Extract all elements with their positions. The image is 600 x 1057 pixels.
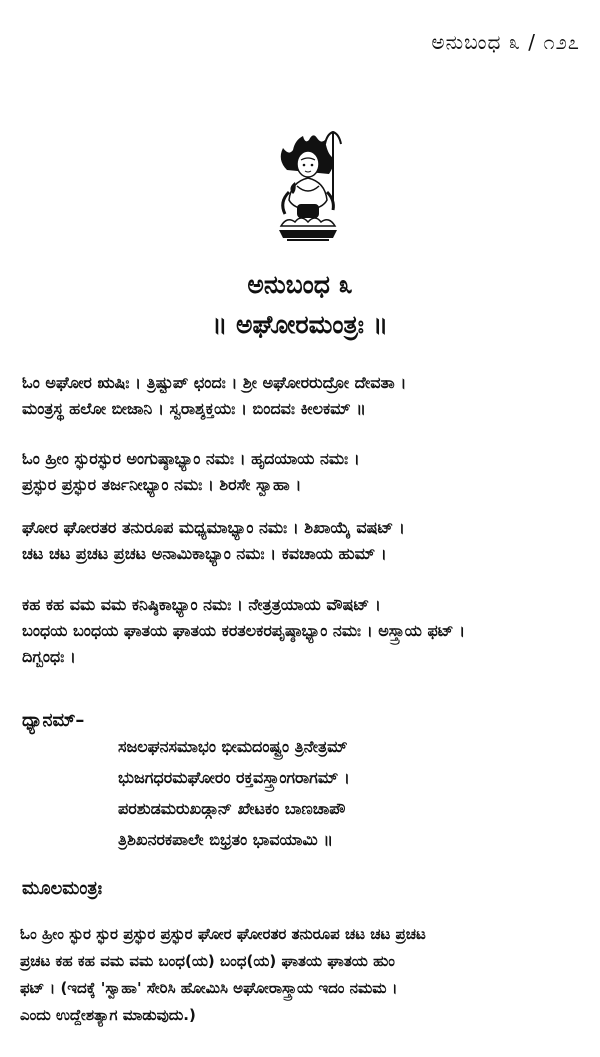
mula-mantra-text	[20, 921, 595, 1029]
text-line: ಫಟ್ । (ಇದಕ್ಕೆ 'ಸ್ವಾಹಾ' ಸೇರಿಸಿ ಹೋಮಿಸಿ ಅಘೋರಾಸ್ತ್ರಾಯ ಇದಂ ನಮಮ ।	[20, 979, 398, 997]
verse-line: ಸಜಲಘನಸಮಾಭಂ ಭೀಮದಂಷ್ಟ್ರಂ ತ್ರಿನೇತ್ರಮ್	[118, 737, 348, 756]
mantra-title: ॥ ಅಘೋರಮಂತ್ರಃ ॥	[212, 310, 388, 339]
text-line: ಓಂ ಹ್ರೀಂ ಸ್ಫುರಸ್ಫುರ ಅಂಗುಷ್ಠಾಭ್ಯಾಂ ನಮಃ । ಹೃದಯಾಯ ನಮಃ ।	[22, 449, 360, 468]
paragraph-nyasa-3	[22, 592, 592, 670]
page-reference: ಅನುಬಂಧ ೩ / ೧೨೭	[431, 30, 580, 54]
text-line: ಪ್ರಚಟ ಕಹ ಕಹ ವಮ ವಮ ಬಂಧ(ಯ) ಬಂಧ(ಯ) ಘಾತಯ ಘಾತಯ ಹುಂ	[20, 952, 395, 970]
text-line: ಪ್ರಸ್ಫುರ ಪ್ರಸ್ಫುರ ತರ್ಜನೀಭ್ಯಾಂ ನಮಃ । ಶಿರಸೇ ಸ್ವಾಹಾ ।	[22, 475, 302, 494]
dhyana-heading: ಧ್ಯಾನಮ್–	[22, 710, 85, 731]
text-line: ಓಂ ಹ್ರೀಂ ಸ್ಫುರ ಸ್ಫುರ ಪ್ರಸ್ಫುರ ಪ್ರಸ್ಫುರ ಘೋರ ಘೋರತರ ತನುರೂಪ ಚಟ ಚಟ ಪ್ರಚಟ	[20, 925, 426, 943]
text-line: ಘೋರ ಘೋರತರ ತನುರೂಪ ಮಧ್ಯಮಾಭ್ಯಾಂ ನಮಃ । ಶಿಖಾಯೈ ವಷಟ್ ।	[22, 518, 405, 537]
shiva-emblem-icon	[267, 130, 349, 245]
text-line: ಚಟ ಚಟ ಪ್ರಚಟ ಪ್ರಚಟ ಅನಾಮಿಕಾಭ್ಯಾಂ ನಮಃ । ಕವಚಾಯ ಹುಮ್ ।	[22, 544, 387, 563]
text-line: ಎಂದು ಉದ್ದೇಶತ್ಯಾಗ ಮಾಡುವುದು.)	[20, 1006, 196, 1024]
text-line: ಕಹ ಕಹ ವಮ ವಮ ಕನಿಷ್ಠಿಕಾಭ್ಯಾಂ ನಮಃ । ನೇತ್ರತ್ರಯಾಯ ವೌಷಟ್ ।	[22, 595, 381, 614]
verse-line: ಭುಜಗಧರಮಘೋರಂ ರಕ್ತವಸ್ತ್ರಾಂಗರಾಗಮ್ ।	[118, 768, 350, 787]
text-line: ಓಂ ಅಘೋರ ಋಷಿಃ । ತ್ರಿಷ್ಟುಪ್ ಛಂದಃ । ಶ್ರೀ ಅಘೋರರುದ್ರೋ ದೇವತಾ ।	[22, 373, 407, 392]
appendix-title: ಅನುಬಂಧ ೩	[247, 270, 353, 299]
verse-line: ಪರಶುಡಮರುಖಡ್ಗಾನ್ ಖೇಟಕಂ ಬಾಣಚಾಪೌ	[118, 799, 346, 818]
verse-line: ತ್ರಿಶಿಖನರಕಪಾಲೇ ಬಿಭ್ರತಂ ಭಾವಯಾಮಿ ॥	[118, 830, 333, 849]
text-line: ಬಂಧಯ ಬಂಧಯ ಘಾತಯ ಘಾತಯ ಕರತಲಕರಪೃಷ್ಠಾಭ್ಯಾಂ ನಮಃ । ಅಸ್ತ್ರಾಯ ಫಟ್ ।	[22, 621, 466, 640]
paragraph-nyasa-1	[22, 446, 592, 498]
mula-heading: ಮೂಲಮಂತ್ರಃ	[22, 878, 103, 899]
dhyana-verse	[118, 731, 588, 855]
text-line: ಮಂತ್ರಸ್ಥ ಹಲೋ ಬೀಜಾನಿ । ಸ್ವರಾಶ್ಶಕ್ತಯಃ । ಬಿಂದವಃ ಕೀಲಕಮ್ ॥	[22, 399, 366, 418]
text-line: ದಿಗ್ಬಂಧಃ ।	[22, 647, 76, 666]
paragraph-rishi	[22, 370, 592, 422]
paragraph-nyasa-2	[22, 515, 592, 567]
